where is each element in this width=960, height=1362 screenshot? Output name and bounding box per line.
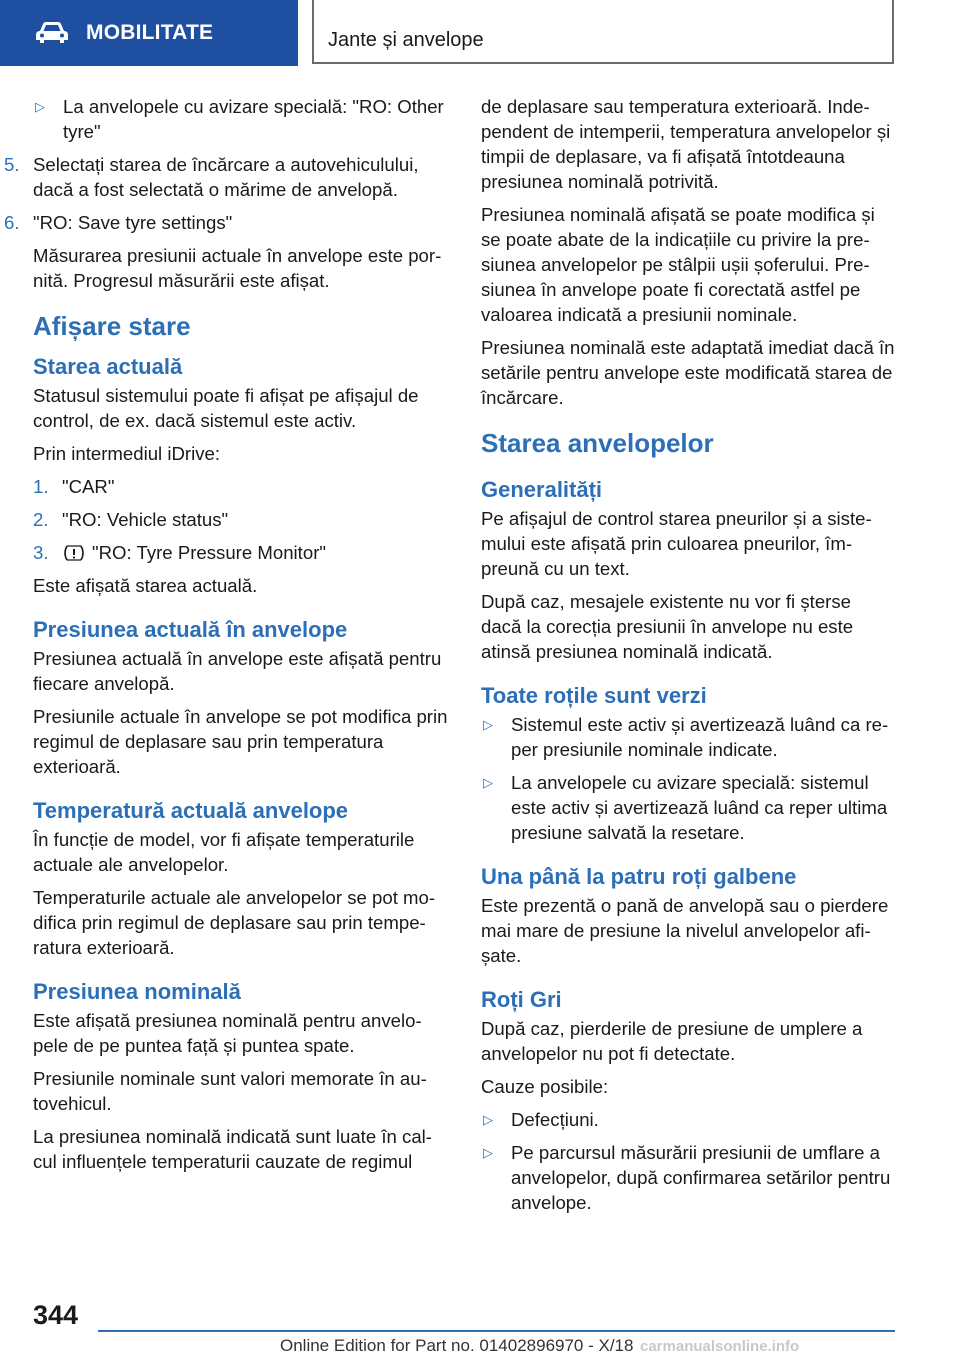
paragraph: Presiunile actuale în anvelope se pot modifica prin regimul de deplasare sau prin temperatura exterioară. (33, 706, 448, 777)
car-icon (34, 21, 70, 45)
paragraph: Presiunea nominală este adaptată imediat dacă în setările pentru anvelope este modificată starea de încărcare. (481, 337, 895, 408)
subsection-heading: Presiunea nominală (33, 979, 241, 1004)
bullet-marker: ▷ (483, 717, 493, 732)
list-item (4, 152, 449, 202)
list-item-text: "CAR" (62, 476, 115, 497)
step-number: 5. (4, 154, 20, 175)
paragraph: Temperaturile actuale ale anvelopelor se pot modifica prin regimul de deplasare sau prin temperatura exterioară. (33, 887, 436, 958)
subsection-heading: Temperatură actuală anvelope (33, 798, 349, 823)
list-item-text: Sistemul este activ și avertizează luând ca reper presiunile nominale indicate. (511, 714, 889, 760)
list-item-text: Defecțiuni. (511, 1109, 599, 1130)
bullet-marker: ▷ (35, 99, 45, 114)
tyre-pressure-icon (62, 544, 86, 562)
paragraph: După caz, pierderile de presiune de umplere a anvelopelor nu pot fi detectate. (481, 1018, 863, 1064)
section-label: MOBILITATE (86, 21, 214, 44)
list-item (33, 474, 449, 499)
paragraph: Statusul sistemului poate fi afișat pe afișajul de control, de ex. dacă sistemul este activ. (33, 385, 419, 431)
page-number: 344 (33, 1300, 79, 1330)
paragraph: Este afișată presiunea nominală pentru anvelopele de pe puntea față și puntea spate. (33, 1010, 422, 1056)
list-item (33, 94, 449, 144)
list-item (481, 712, 895, 762)
watermark: carmanualsonline.info (640, 1338, 800, 1355)
step-number: 3. (33, 542, 49, 563)
subsection-heading: Generalități (481, 477, 603, 502)
list-item (33, 507, 449, 532)
step-number: 1. (33, 476, 49, 497)
list-item (481, 1107, 895, 1132)
list-item-text: Selectați starea de încărcare a autovehiculului, dacă a fost selectată o mărime de anvelopă. (33, 154, 419, 200)
bullet-marker: ▷ (483, 775, 493, 790)
list-item (481, 770, 895, 845)
paragraph: Este prezentă o pană de anvelopă sau o pierdere mai mare de presiune la nivelul anvelopelor afișate. (481, 895, 889, 966)
right-column (481, 94, 895, 1223)
paragraph: Prin intermediul iDrive: (33, 443, 221, 464)
paragraph: de deplasare sau temperatura exterioară. Independent de intemperii, temperatura anvelopelor și timpii de deplasare, va fi afișată întotdeauna presiunea nominală potrivită. (481, 96, 891, 192)
paragraph: Presiunea actuală în anvelope este afișată pentru fiecare anvelopă. (33, 648, 442, 694)
page-footer (0, 1290, 960, 1362)
list-item-text: "RO: Save tyre settings" (33, 212, 233, 233)
bullet-marker: ▷ (483, 1112, 493, 1127)
left-column (4, 94, 449, 1182)
subsection-heading: Una până la patru roți galbene (481, 864, 797, 889)
subsection-heading: Roți Gri (481, 987, 562, 1012)
list-item (33, 540, 449, 565)
subsection-heading: Starea actuală (33, 354, 183, 379)
paragraph: După caz, mesajele existente nu vor fi șterse dacă la corecția presiunii în anvelope nu este atinsă presiunea nominală indicată. (481, 591, 854, 662)
bullet-marker: ▷ (483, 1145, 493, 1160)
list-item (4, 210, 449, 235)
edition-text: Online Edition for Part no. 01402896970 - X/18 (280, 1336, 634, 1355)
list-item-text: "RO: Vehicle status" (62, 509, 229, 530)
footer-divider (98, 1330, 895, 1332)
list-item-text: "RO: Tyre Pressure Monitor" (92, 542, 326, 563)
subsection-heading: Toate roțile sunt verzi (481, 683, 707, 708)
subsection-heading: Presiunea actuală în anvelope (33, 617, 348, 642)
paragraph: La presiunea nominală indicată sunt luate în calcul influențele temperaturii cauzate de regimul (33, 1126, 432, 1172)
page-header (0, 0, 960, 66)
paragraph: În funcție de model, vor fi afișate temperaturile actuale ale anvelopelor. (33, 829, 415, 875)
list-item-text: La anvelopele cu avizare specială: "RO: Other tyre" (63, 96, 444, 142)
list-item (481, 1140, 895, 1215)
step-number: 6. (4, 212, 20, 233)
chapter-label: Jante și anvelope (328, 29, 484, 51)
list-item-text: La anvelopele cu avizare specială: sistemul este activ și avertizează luând ca reper ultima presiune salvată la resetare. (511, 772, 888, 843)
list-item-text: Pe parcursul măsurării presiunii de umflare a anvelopelor, după confirmarea setărilor pentru anvelope. (511, 1142, 891, 1213)
paragraph: Cauze posibile: (481, 1076, 609, 1097)
paragraph: Măsurarea presiunii actuale în anvelope este pornită. Progresul măsurării este afișat. (33, 245, 442, 291)
paragraph: Presiunile nominale sunt valori memorate în autovehicul. (33, 1068, 427, 1114)
section-tab (0, 0, 298, 66)
list-item-content (62, 540, 326, 565)
paragraph: Pe afișajul de control starea pneurilor și a sistemului este afișată prin culoarea pneurilor, împreună cu un text. (481, 508, 872, 579)
step-number: 2. (33, 509, 49, 530)
section-heading: Afișare stare (33, 311, 191, 341)
paragraph: Presiunea nominală afișată se poate modifica și se poate abate de la indicațiile cu privire la presiunea anvelopelor pe stâlpii ușii șoferului. Presiunea în anvelope poate fi corectată astfel pe valoarea indicată a presiunii nominale. (481, 204, 875, 325)
paragraph: Este afișată starea actuală. (33, 575, 258, 596)
section-heading: Starea anvelopelor (481, 428, 714, 458)
chapter-tab (312, 0, 894, 64)
